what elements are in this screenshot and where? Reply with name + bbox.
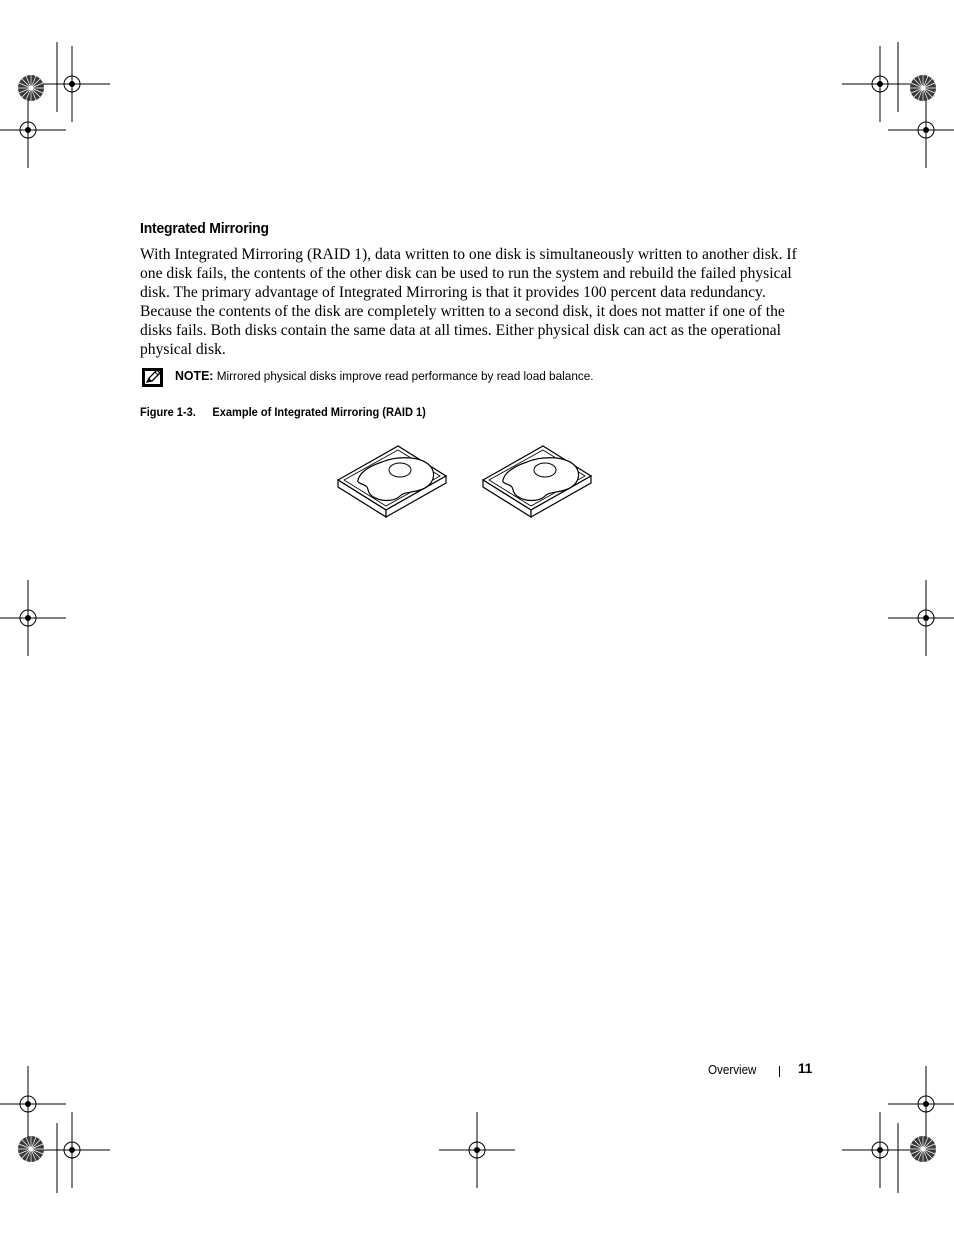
crop-mark-top-left [0,42,110,168]
figure-caption [140,405,426,419]
crop-mark-middle-left [0,580,66,656]
crop-mark-bottom-left [0,1066,110,1193]
page-number: 11 [798,1061,813,1076]
crop-mark-middle-right [888,580,954,656]
note-pencil-icon [141,367,165,389]
note [175,368,783,383]
figure-title: Example of Integrated Mirroring (RAID 1) [212,405,426,419]
figure-number: Figure 1-3. [140,405,196,419]
note-text: Mirrored physical disks improve read performance by read load balance. [216,369,594,383]
crop-mark-top-right [842,42,954,168]
hard-disk-drive-icon [483,446,591,517]
note-label: NOTE: [175,368,214,383]
section-heading: Integrated Mirroring [140,220,269,237]
crop-mark-bottom-center [439,1112,515,1188]
crop-mark-bottom-right [842,1066,954,1193]
hard-disk-drive-icon [338,446,446,517]
figure-drives-illustration [330,440,600,525]
footer-divider [779,1066,780,1077]
section-body-paragraph: With Integrated Mirroring (RAID 1), data written to one disk is simultaneously written to another disk. If one disk fails, the contents of the other disk can be used to run the system and rebuild the failed physical disk. The primary advantage of Integrated Mirroring is that it provides 100 percent data redundancy. Because the contents of the disk are completely written to a second disk, it does not matter if one of the disks fails. Both disks contain the same data at all times. Either physical disk can act as the operational physical disk. [140,246,797,358]
footer-section-name: Overview [708,1063,757,1077]
